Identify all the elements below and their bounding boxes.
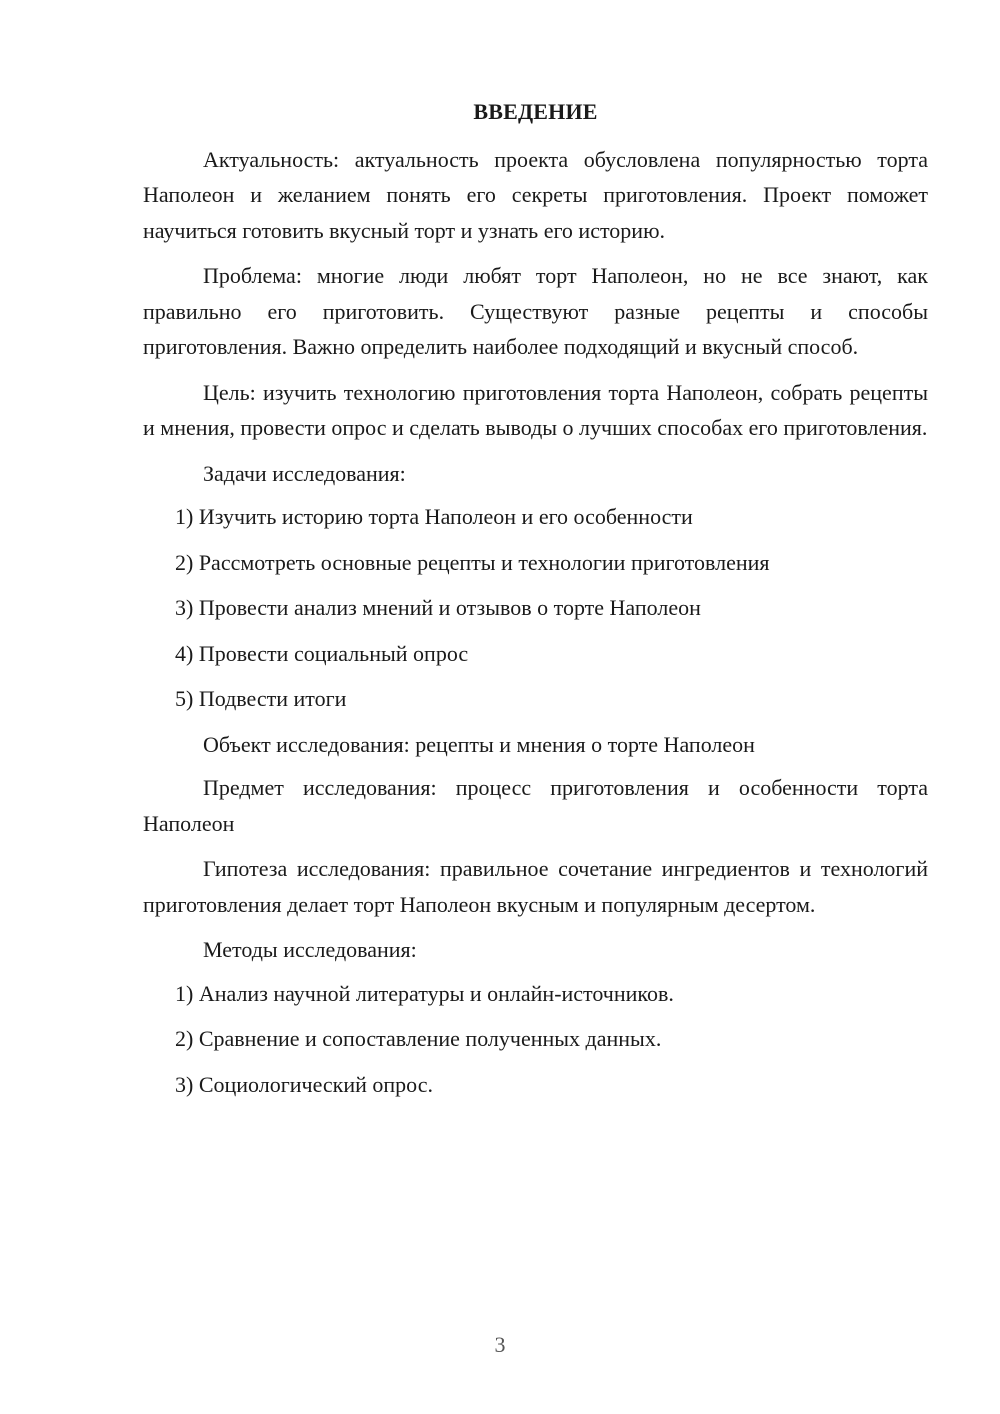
hypothesis-paragraph: Гипотеза исследования: правильное сочетание ингредиентов и технологий приготовления делает торт Наполеон вкусным и популярным десертом.	[143, 856, 928, 917]
page-number: 3	[494, 1332, 506, 1357]
methods-heading: Методы исследования:	[203, 937, 417, 962]
relevance-paragraph: Актуальность: актуальность проекта обусловлена популярностью торта Наполеон и желанием понять его секреты приготовления. Проект поможет научиться готовить вкусный торт и узнать его историю.	[143, 146, 928, 243]
tasks-heading: Задачи исследования:	[203, 460, 406, 486]
task-item: 5) Подвести итоги	[175, 686, 347, 711]
page-title: ВВЕДЕНИЕ	[473, 99, 598, 124]
problem-paragraph: Проблема: многие люди любят торт Наполеон, но не все знают, как правильно его приготовить. Существуют разные рецепты и способы приготовления. Важно определить наиболее подходящий и вкусный способ.	[143, 263, 928, 359]
method-item: 2) Сравнение и сопоставление полученных данных.	[175, 1026, 662, 1051]
method-item: 3) Социологический опрос.	[175, 1071, 433, 1097]
task-item: 3) Провести анализ мнений и отзывов о торте Наполеон	[175, 595, 701, 620]
task-item: 1) Изучить историю торта Наполеон и его особенности	[175, 504, 693, 529]
method-item: 1) Анализ научной литературы и онлайн-источников.	[175, 980, 674, 1006]
page-content	[143, 94, 928, 1112]
task-item: 4) Провести социальный опрос	[175, 640, 469, 666]
task-item: 2) Рассмотреть основные рецепты и технологии приготовления	[175, 549, 770, 575]
object-paragraph: Объект исследования: рецепты и мнения о торте Наполеон	[203, 731, 755, 757]
subject-paragraph: Предмет исследования: процесс приготовления и особенности торта Наполеон	[143, 775, 928, 836]
goal-paragraph: Цель: изучить технологию приготовления торта Наполеон, собрать рецепты и мнения, провести опрос и сделать выводы о лучших способах его приготовления.	[143, 379, 928, 440]
